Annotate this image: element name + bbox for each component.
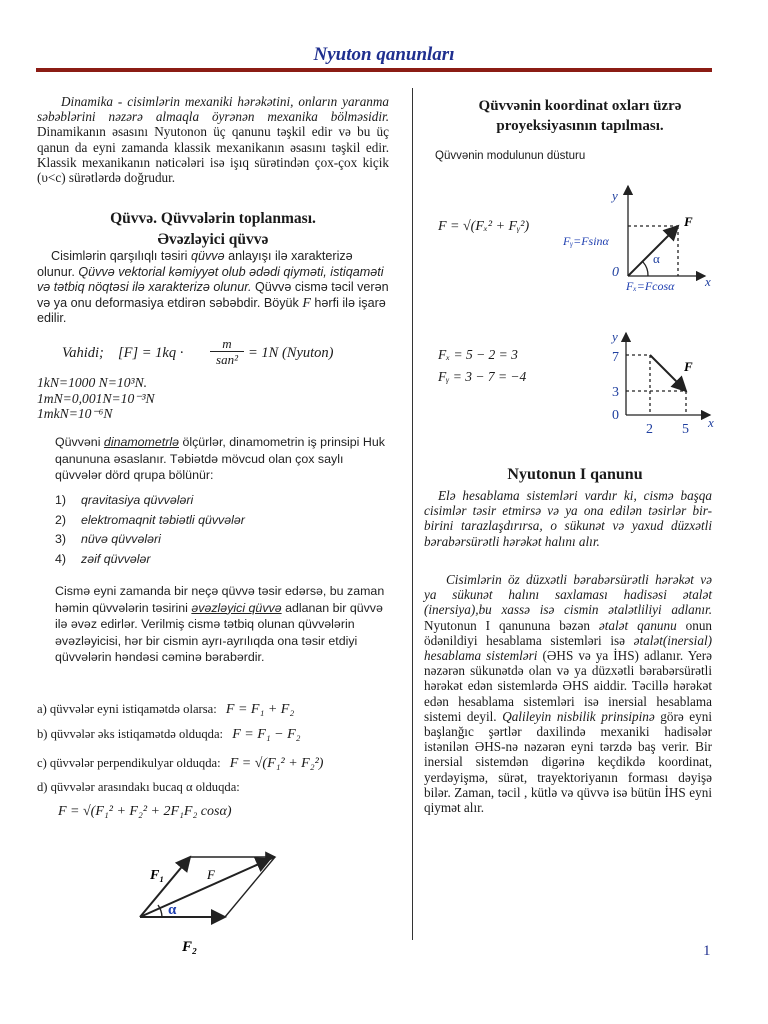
- unit-label: Vahidi;: [62, 345, 104, 361]
- y-label: y: [612, 329, 618, 344]
- inertia-italic: Cisimlərin öz düzxətli bərabərsürətli hərəkət və ya sükunət halını saxlaması hadisəsi ətalət (inersiya),bu xassə isə cismin ətalətliliyi adlanır.: [424, 572, 712, 618]
- x-label: x: [708, 415, 714, 430]
- case-formula: F = √(F₁² + F₂²): [229, 756, 324, 771]
- section-heading-forces: [37, 208, 389, 250]
- force-text-b: anlayışı ilə xarakterizə olunur.: [37, 249, 353, 279]
- unit-conversions: [37, 375, 155, 422]
- tick-3: 3: [612, 385, 619, 400]
- alpha-label: α: [653, 251, 660, 266]
- measure-text-a: Qüvvəni: [55, 435, 101, 449]
- page-number: 1: [703, 943, 711, 959]
- force-definition: [37, 249, 389, 327]
- case-label: d) qüvvələr arasındakı bucaq α olduqda:: [37, 780, 240, 794]
- case-formula: F = F₁ + F₂: [225, 702, 295, 717]
- force-vector-italic: Qüvvə vektorial kəmiyyət olub ədədi qiyməti, istiqaməti və tətbiq nöqtəsi ilə xarakterizə olunur.: [37, 264, 384, 295]
- intro-rest: Dinamikanın əsasını Nyutonon üç qanunu təşkil edir və bu üç qanun da eyni zamanda klassik mexanikanın əsasını təşkil edir. Klassik mexanikanın nəticələri isə işıq sürətindən çox-çox kiçik (υ<c) sürətlərdə doğrudur.: [37, 124, 389, 186]
- projection-graph-2: [600, 325, 740, 440]
- force-groups-list: [55, 491, 355, 569]
- label-f1: F₁: [150, 868, 165, 883]
- x-label: x: [705, 274, 711, 289]
- header-rule: [36, 68, 712, 72]
- alpha-arc: [643, 262, 648, 276]
- tick-2: 2: [646, 422, 653, 437]
- unit-denominator: san²: [210, 351, 244, 367]
- force-text-c: Qüvvə cismə təcil verən və ya onu deformasiya etdirən səbəbdir. Böyük: [37, 280, 389, 310]
- force-text-a: Cisimlərin qarşılıqlı təsiri: [51, 249, 188, 263]
- modulus-label: Qüvvənin modulunun düsturu: [435, 150, 586, 162]
- case-d-formula: F = √(F₁² + F₂² + 2F₁F₂ cosα): [58, 804, 232, 819]
- resultant-paragraph: [55, 583, 391, 666]
- label-f: F: [207, 867, 215, 882]
- label-f2: F₂: [182, 939, 198, 955]
- case-label: c) qüvvələr perpendikulyar olduqda:: [37, 756, 221, 770]
- list-item: 1) qravitasiya qüvvələri: [55, 493, 194, 507]
- newton-law-title: Nyutonun I qanunu: [507, 466, 643, 483]
- origin-label: 0: [612, 408, 619, 423]
- case-label: b) qüvvələr əks istiqamətdə olduqda:: [37, 727, 224, 741]
- projection-heading: [430, 96, 730, 136]
- projection-graph-1: [560, 178, 730, 298]
- y-label: y: [612, 188, 618, 203]
- dynamometer-word: dinamometrlə: [103, 435, 179, 449]
- law-text-b: onun ödənildiyi hesablama sistemləri isə: [424, 617, 713, 648]
- force-text-d: hərfi ilə işarə edilir.: [37, 295, 386, 326]
- inertia-law-term: ətalət qanunu: [598, 617, 677, 633]
- resultant-text-b: adlanan bir qüvvə ilə əvəz edirlər. Verilmiş cismə tətbiq olunan qüvvələrin əvəzləyicisi, hər bir cismin ayrı-ayrılıqda ona təsir etdiyi qüvvələrin həndəsi cəminə bərabərdir.: [55, 600, 383, 664]
- tick-7: 7: [612, 350, 619, 365]
- heading-line-2: proyeksiyasının tapılması.: [496, 118, 664, 134]
- unit-line: 1mkN=10⁻⁶N: [37, 406, 113, 421]
- newton-law-p1: Elə hesablama sistemləri vardır ki, cismə başqa cisimlər təsir etmirsə və ya ona edilən təsirlər bir-birini tarazlaşdırırsa, o sükunət və yaxud düzxətli bərabərsürətli hərəkət halını alır.: [424, 488, 712, 549]
- galileo-term: Qalileyin nisbilik prinsipinə: [502, 708, 655, 724]
- case-label: a) qüvvələr eyni istiqamətdə olarsa:: [37, 702, 217, 716]
- unit-formula-a: [F] = 1kq ·: [118, 345, 184, 361]
- tick-5: 5: [682, 422, 689, 437]
- unit-numerator: m: [222, 336, 232, 351]
- inertial-systems-term: ətalət(inersial) hesablama sistemləri: [424, 632, 712, 664]
- column-divider: [412, 88, 413, 940]
- unit-formula-b: = 1N (Nyuton): [248, 345, 334, 361]
- case-formula: F = F₁ − F₂: [232, 727, 301, 742]
- modulus-formula: F = √(Fₓ² + Fᵧ²): [438, 219, 530, 234]
- calc-line: Fᵧ = 3 − 7 = −4: [438, 369, 527, 384]
- intro-paragraph: [37, 94, 389, 185]
- f-label: F: [684, 214, 693, 229]
- newton-law-p2: [424, 572, 712, 815]
- case-b: [37, 727, 397, 743]
- projection-calc: [438, 344, 526, 388]
- calc-line: Fₓ = 5 − 2 = 3: [438, 347, 518, 362]
- dynamometer-paragraph: [55, 434, 391, 484]
- force-vector: [650, 355, 686, 391]
- origin-label: 0: [612, 265, 619, 280]
- list-item: 4) zəif qüvvələr: [55, 551, 151, 566]
- case-d: [37, 780, 397, 795]
- page-title: Nyuton qanunları: [313, 44, 455, 65]
- unit-fraction: [210, 336, 244, 367]
- case-c: [37, 756, 407, 772]
- law-text-c: (ƏHS və ya İHS) adlanır. Yerə nəzərən sükunətdə olan və ya düzxətli bərabərsürətli hərəkət edən sistemlərdə ƏHS aiddir. Təcillə hərəkət edən hesablama sistemləri isə inersial hesablama sistemi deyil.: [424, 648, 712, 724]
- heading-line-1: Qüvvənin koordinat oxları üzrə: [478, 98, 682, 114]
- force-word: qüvvə: [190, 249, 225, 263]
- resultant-text-a: Cismə eyni zamanda bir neçə qüvvə təsir edərsə, bu zaman həmin qüvvələrin təsirini: [55, 584, 385, 615]
- fy-label: Fᵧ=Fsinα: [563, 234, 609, 248]
- list-item: 3) nüvə qüvvələri: [55, 532, 161, 546]
- list-item: 2) elektromaqnit təbiətli qüvvələr: [55, 512, 245, 527]
- heading-line-2: Əvəzləyici qüvvə: [157, 231, 269, 248]
- law-text-d: görə eyni başlanğıc şərtlər daxilində mexaniki hadisələr istənilən ƏHS-nə nəzərən eyni tərzdə baş verir. Bir inersial sistemdən digərinə keçdikdə koordinat, yerdəyişmə, sürət, trayektoriyanın forması dəyişə bilər. Zaman, təcil , kütlə və qüvvə isə bütün İHS eyni qiymət alır.: [424, 708, 713, 816]
- label-alpha: α: [168, 902, 177, 918]
- intro-italic: Dinamika - cisimlərin mexaniki hərəkətini, onların yaranma səbəblərini nəzərə almaqla öyrənən mexanika bölməsidir.: [37, 94, 389, 125]
- unit-line: 1kN=1000 N=10³N.: [37, 375, 148, 390]
- f-label: F: [684, 359, 693, 374]
- parallel-side: [225, 857, 275, 917]
- measure-text-b: ölçürlər, dinamometrin iş prinsipi Huk qanununa əsaslanır. Təbiətdə mövcud olan çox saylı qüvvələr dörd qrupa bölünür:: [55, 435, 385, 482]
- unit-line: 1mN=0,001N=10⁻³N: [37, 390, 155, 406]
- f1-vector: [140, 857, 190, 917]
- case-a: [37, 702, 397, 718]
- resultant-word: əvəzləyici qüvvə: [191, 600, 282, 615]
- law-text-a: Nyutonun I qanununa bəzən: [424, 617, 590, 633]
- heading-line-1: Qüvvə. Qüvvələrin toplanması.: [110, 210, 316, 227]
- parallelogram-diagram: [130, 845, 300, 960]
- force-symbol: F: [302, 295, 311, 311]
- fx-label: Fₓ=Fcosα: [626, 279, 675, 293]
